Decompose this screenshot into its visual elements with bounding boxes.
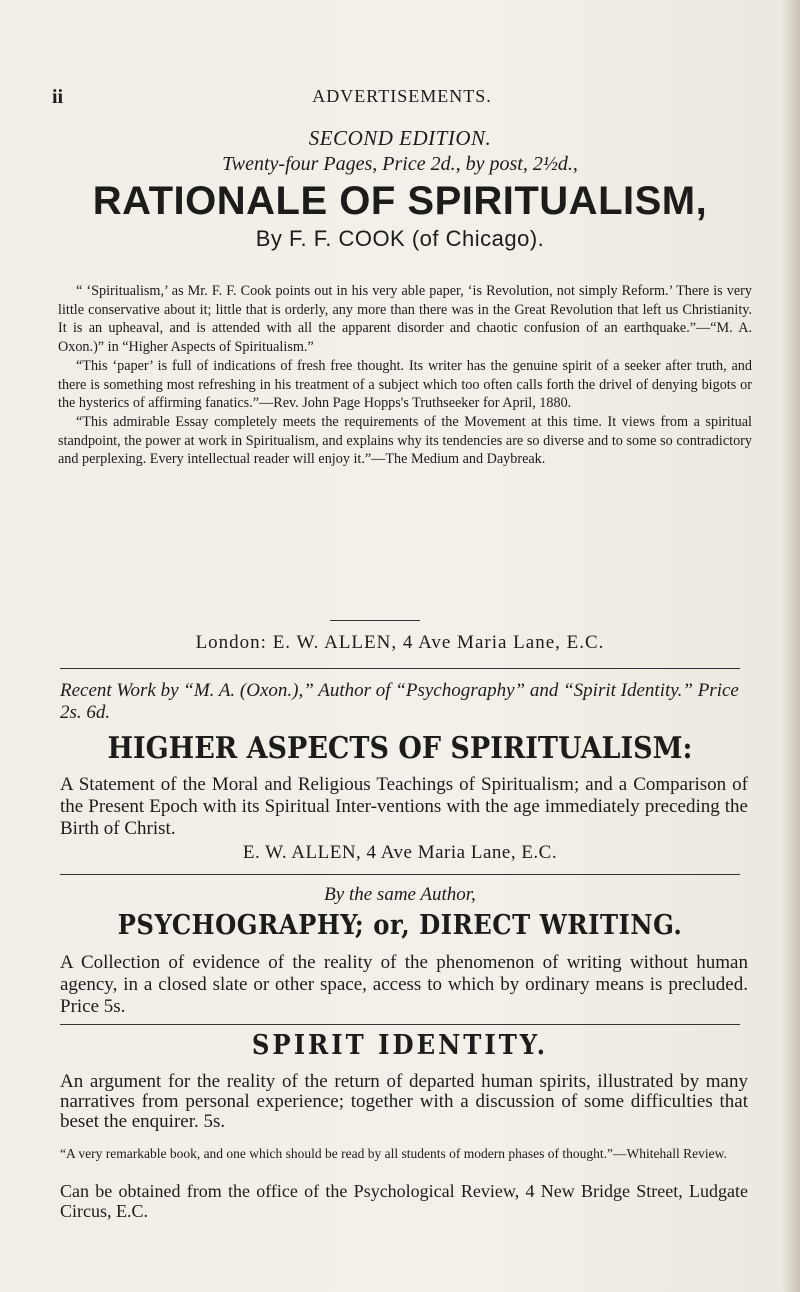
page-number: ii xyxy=(52,86,64,108)
review-paragraph: “This ‘paper’ is full of indications of fresh free thought. Its writer has the genuine spirit of a seeker after truth, and there is something most refreshing in his treatment of a subject which too often calls forth the drivel of denying bigots or the hysterics of affirming fanatics.”—Rev. John Page Hopps's Truthseeker for April, 1880. xyxy=(58,357,752,412)
ad4-description: An argument for the reality of the return of departed human spirits, illustrated by many narratives from personal experience; together with a discussion of some difficulties that beset the enquirer. 5s. xyxy=(60,1071,748,1132)
review-paragraph: “ ‘Spiritualism,’ as Mr. F. F. Cook points out in his very able paper, ‘is Revolution, not simply Reform.’ There is very little conservative about it; little that is orderly, any more than there was in the Great Revolution that left us Christianity. It is an upheaval, and is attended with all the apparent disorder and chaotic confusion of an earthquake.”—“M. A. Oxon.)” in “Higher Aspects of Spiritualism.” xyxy=(58,283,752,356)
section-rule xyxy=(60,874,740,875)
ad3-intro: By the same Author, xyxy=(324,884,476,905)
section-rule xyxy=(60,1024,740,1025)
ad2-title: HIGHER ASPECTS OF SPIRITUALISM: xyxy=(107,731,693,766)
ad1-publisher: London: E. W. ALLEN, 4 Ave Maria Lane, E.C. xyxy=(195,632,605,653)
ad1-title: RATIONALE OF SPIRITUALISM, xyxy=(92,179,708,223)
ad1-subtitle: Twenty-four Pages, Price 2d., by post, 2½d., xyxy=(222,153,578,175)
ad3-description: A Collection of evidence of the reality of the phenomenon of writing without human agency, in a closed slate or other space, access to which by ordinary means is precluded. Price 5s. xyxy=(60,952,748,1017)
ad2-intro: Recent Work by “M. A. (Oxon.),” Author of “Psychography” and “Spirit Identity.” Price 2s. 6d. xyxy=(60,680,739,723)
ad1-byline: By F. F. COOK (of Chicago). xyxy=(255,226,545,251)
edition-label: SECOND EDITION. xyxy=(308,126,492,150)
review-paragraph: “This admirable Essay completely meets the requirements of the Movement at this time. It views from a spiritual standpoint, the power at work in Spiritualism, and explains why its tendencies are so diverse and to some so contradictory and perplexing. Every intellectual reader will enjoy it.”—The Medium and Daybreak. xyxy=(58,413,752,468)
ad2-publisher: E. W. ALLEN, 4 Ave Maria Lane, E.C. xyxy=(242,842,558,863)
ad3-title: PSYCHOGRAPHY; or, DIRECT WRITING. xyxy=(117,910,683,941)
ad4-availability: Can be obtained from the office of the Psychological Review, 4 New Bridge Street, Ludgate Circus, E.C. xyxy=(60,1181,748,1221)
ad4-title: SPIRIT IDENTITY. xyxy=(251,1030,549,1061)
ad4-review: “A very remarkable book, and one which should be read by all students of modern phases of thought.”—Whitehall Review. xyxy=(60,1146,727,1161)
page-gutter-shadow xyxy=(782,0,800,1292)
divider-rule xyxy=(330,620,420,621)
ad2-description: A Statement of the Moral and Religious Teachings of Spiritualism; and a Comparison of the Present Epoch with its Spiritual Inter-ventions with the age immediately preceding the Birth of Christ. xyxy=(60,774,748,839)
ad1-reviews xyxy=(58,282,752,469)
running-title: ADVERTISEMENTS. xyxy=(312,86,492,106)
page-header xyxy=(52,86,752,112)
section-rule xyxy=(60,668,740,669)
